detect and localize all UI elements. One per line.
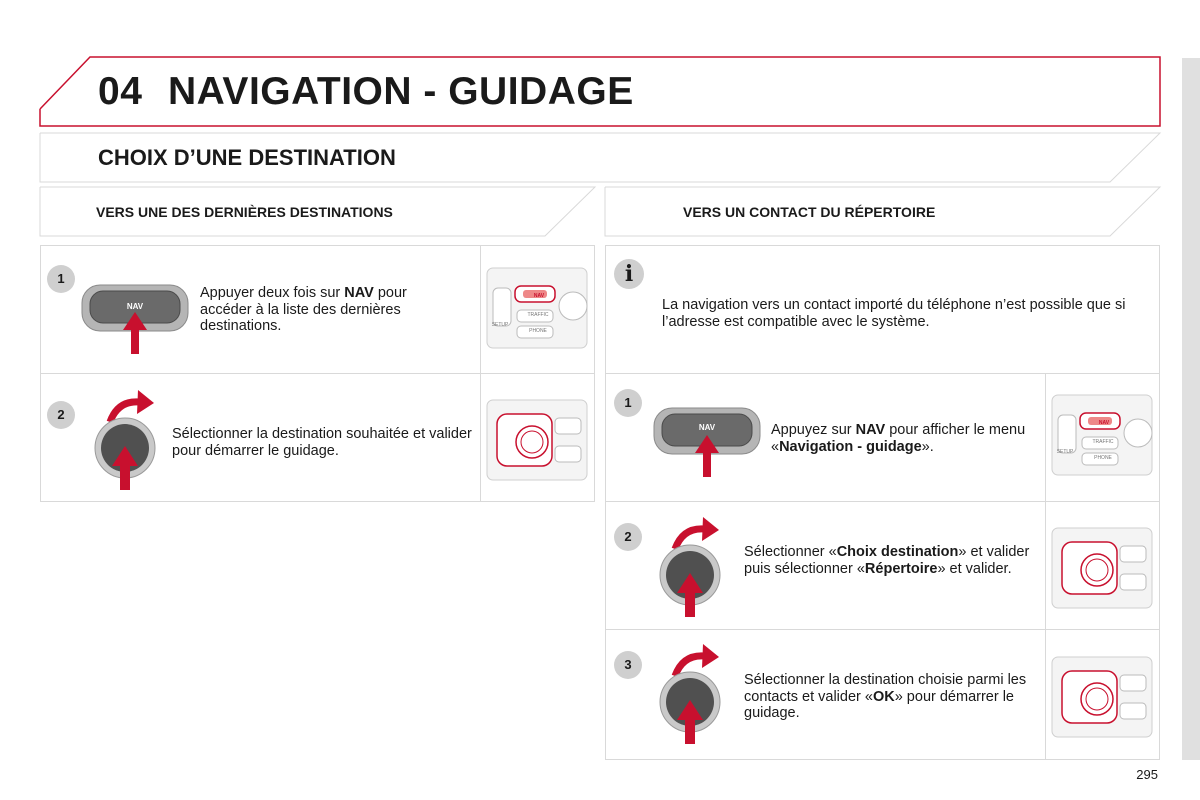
panel-traffic-label: TRAFFIC	[1092, 439, 1114, 445]
step-badge: 2	[47, 401, 75, 429]
control-panel-icon	[487, 268, 587, 348]
step-badge: 2	[614, 523, 642, 551]
panel-phone-label: PHONE	[529, 328, 547, 334]
step-instruction: Sélectionner «Choix destination» et valider puis sélectionner «Répertoire» et valider.	[744, 544, 1030, 577]
press-arrow-icon	[123, 312, 147, 356]
rotary-knob-icon	[88, 390, 168, 500]
info-text: La navigation vers un contact importé du téléphone n’est possible que si l’adresse est compatible avec le système.	[662, 297, 1126, 330]
right-heading: VERS UN CONTACT DU RÉPERTOIRE	[683, 204, 936, 220]
chapter-title: NAVIGATION - GUIDAGE	[168, 70, 634, 113]
panel-setup-label: SETUP	[1056, 449, 1074, 455]
nav-button-label: NAV	[698, 423, 716, 432]
info-icon: i	[614, 259, 644, 289]
side-tab-bar	[1182, 58, 1200, 760]
control-panel-knob-icon	[487, 400, 587, 480]
rotary-knob-icon	[653, 517, 733, 627]
panel-traffic-label: TRAFFIC	[527, 312, 549, 318]
rotary-knob-icon	[653, 644, 733, 754]
section-title: CHOIX D’UNE DESTINATION	[98, 145, 396, 170]
panel-nav-label: NAV	[533, 293, 545, 299]
left-heading: VERS UNE DES DERNIÈRES DESTINATIONS	[96, 204, 393, 220]
step-badge: 3	[614, 651, 642, 679]
panel-setup-label: SETUP	[491, 322, 509, 328]
control-panel-knob-icon	[1052, 657, 1152, 737]
step-instruction: Sélectionner la destination souhaitée et valider pour démarrer le guidage.	[172, 426, 472, 459]
panel-nav-label: NAV	[1098, 420, 1110, 426]
panel-phone-label: PHONE	[1094, 455, 1112, 461]
control-panel-knob-icon	[1052, 528, 1152, 608]
chapter-number: 04	[98, 70, 143, 113]
step-instruction: Sélectionner la destination choisie parmi les contacts et valider «OK» pour démarrer le guidage.	[744, 672, 1027, 721]
step-instruction: Appuyer deux fois sur NAV pour accéder à la liste des dernières destinations.	[200, 285, 407, 334]
press-arrow-icon	[695, 435, 719, 479]
step-instruction: Appuyez sur NAV pour afficher le menu «Navigation - guidage».	[771, 422, 1026, 455]
step-badge: 1	[614, 389, 642, 417]
step-badge: 1	[47, 265, 75, 293]
page-number: 295	[1136, 767, 1158, 782]
control-panel-icon	[1052, 395, 1152, 475]
nav-button-label: NAV	[126, 302, 144, 311]
